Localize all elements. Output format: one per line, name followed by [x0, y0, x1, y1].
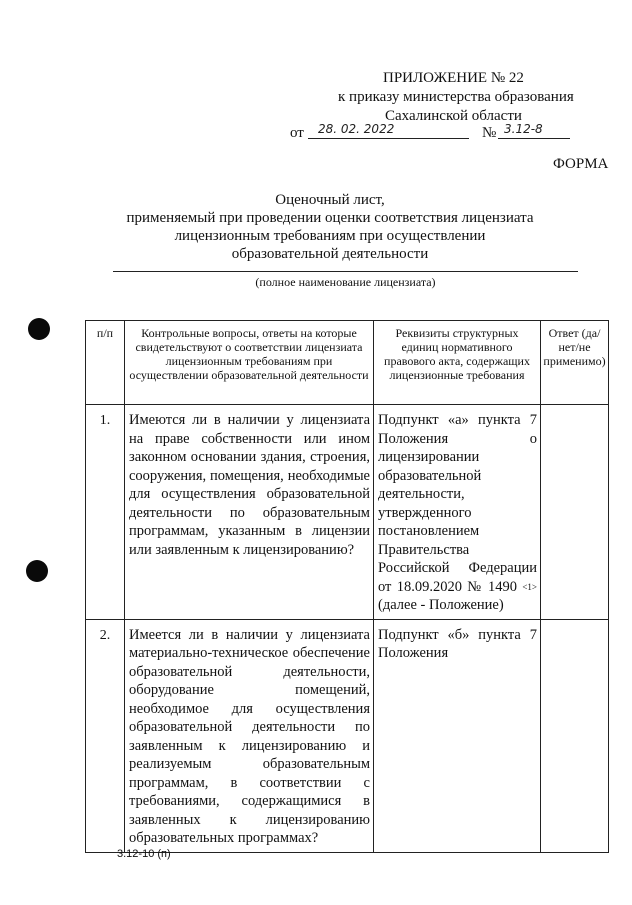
title-line-1: Оценочный лист,: [275, 192, 385, 208]
date-underline: [308, 122, 469, 139]
licensee-name-line: [113, 271, 578, 272]
date-prefix: от: [290, 125, 304, 141]
number-underline: [498, 122, 570, 139]
order-reference: к приказу министерства образования: [338, 89, 574, 105]
row-2-question-text: Имеется ли в наличии у лицензиата материально-техническое обеспечение образовательной деятельности, оборудование помещений, необходимое для осуществления образовательной деятельности по заявленным к лицензированию и реализуемым образовательным программам, в соответствии с требованиями, содержащимися в заявленных к лицензированию образовательных программах?: [129, 626, 370, 846]
appendix-label: ПРИЛОЖЕНИЕ № 22: [383, 70, 524, 86]
row-2-num: 2.: [86, 619, 125, 852]
table-row: [86, 619, 609, 852]
row-1-question: [125, 405, 374, 620]
date-value: 28. 02. 2022: [318, 122, 395, 136]
number-prefix: №: [482, 125, 497, 141]
region-label: Сахалинской области: [385, 108, 522, 124]
header-question: Контрольные вопросы, ответы на которые свидетельствуют о соответствии лицензиата лицензионным требованиям при осуществлении образовательной деятельности: [125, 321, 374, 405]
row-1-answer[interactable]: [541, 405, 609, 620]
document-title: [100, 191, 560, 263]
title-line-2: применяемый при проведении оценки соответствия лицензиата: [126, 210, 534, 226]
footer-code: 3.12-10 (п): [117, 848, 171, 860]
row-1-footnote-ref: <1>: [522, 581, 537, 592]
row-2-answer[interactable]: [541, 619, 609, 852]
punch-hole-bottom: [26, 560, 48, 582]
header-answer: Ответ (да/нет/не применимо): [541, 321, 609, 405]
header-num: п/п: [86, 321, 125, 405]
row-2-requisites: [374, 619, 541, 852]
row-2-requisites-text: Подпункт «б» пункта 7 Положения: [378, 626, 537, 661]
row-1-requisites-tail: (далее - Положение): [378, 597, 504, 613]
punch-hole-top: [28, 318, 50, 340]
row-1-requisites: [374, 405, 541, 620]
licensee-caption: (полное наименование лицензиата): [255, 275, 436, 289]
row-2-question: [125, 619, 374, 852]
title-line-4: образовательной деятельности: [231, 246, 429, 262]
row-1-requisites-main: Подпункт «а» пункта 7 Положения о лицензировании образовательной деятельности, утвержденного постановлением Правительства Российской Федерации от 18.09.2020 № 1490: [378, 412, 537, 595]
table-row: [86, 405, 609, 620]
row-1-requisites-text: [378, 411, 537, 615]
assessment-table: [85, 320, 609, 853]
title-line-3: лицензионным требованиям при осуществлении: [174, 228, 486, 244]
row-1-question-text: Имеются ли в наличии у лицензиата на праве собственности или ином законном основании здания, строения, сооружения, помещения, необходимые для осуществления образовательной деятельности по образовательным программам, указанным в лицензии или заявленным к лицензированию?: [129, 412, 370, 558]
form-label: ФОРМА: [553, 156, 609, 172]
table-header-row: [86, 321, 609, 405]
row-1-num: 1.: [86, 405, 125, 620]
number-value: 3.12-8: [504, 122, 543, 136]
header-requisites: Реквизиты структурных единиц нормативного правового акта, содержащих лицензионные требования: [374, 321, 541, 405]
